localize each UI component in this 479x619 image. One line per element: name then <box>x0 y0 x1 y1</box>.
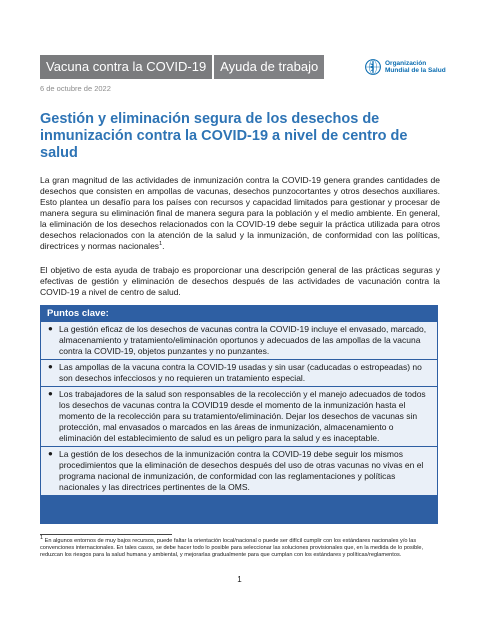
publication-date: 6 de octubre de 2022 <box>40 84 111 93</box>
key-point-text: Las ampollas de la vacuna contra la COVID-19 usadas y sin usar (caducadas o estropeadas) no son desechos infecciosos y no requieren un tratamiento especial. <box>59 362 422 383</box>
key-point-item <box>41 360 437 386</box>
footnote <box>40 535 440 559</box>
who-emblem-icon <box>364 58 382 76</box>
footnote-reference[interactable]: 1 <box>159 241 163 248</box>
footnote-text: En algunos entornos de muy bajos recursos, puede faltar la orientación local/nacional o puede ser difícil cumplir con los estándares nacionales y/o las convenciones internacionales. En tales casos, se debe hacer todo lo posible para seleccionar las soluciones provisionales que, en la medida de lo posible, reduzcan los riesgos para la salud humana y ambiental, y mejorarlas gradualmente para que cumplan con los estándares y políticas/reglamentos. <box>40 538 424 558</box>
key-points-list <box>41 322 437 495</box>
key-points-box <box>40 305 438 524</box>
intro-paragraph-text: La gran magnitud de las actividades de inmunización contra la COVID-19 genera grandes cantidades de desechos que consisten en ampollas de vacunas, desechos punzocortantes y otros desechos auxiliares. Esto plantea un desafío para los países con recursos y capacidad limitados para gestionar y procesar de manera segura su eliminación final de manera segura para la población y el medio ambiente. En general, la eliminación de los desechos relacionados con la COVID-19 debe seguir la práctica utilizada para otros desechos relacionados con la atención de la salud y la inmunización, de conformidad con las políticas, directrices y normas nacionales <box>40 175 440 251</box>
key-point-item <box>41 447 437 495</box>
key-point-text: Los trabajadores de la salud son responsables de la recolección y el manejo adecuados de todos los desechos de vacunas contra la COVID19 desde el momento de la inmunización hasta el momento de la recolección para su tratamiento/eliminación. Dejar los desechos de vacunas sin protección, mal envasados o marcados en las áreas de inmunización, almacenamiento o eliminación del establecimiento de salud es un peligro para la salud y es inaceptable. <box>59 389 426 443</box>
who-logo <box>364 58 446 76</box>
intro-paragraph-end: . <box>162 241 165 251</box>
key-point-text: La gestión eficaz de los desechos de vacunas contra la COVID-19 incluye el envasado, marcado, almacenamiento y tratamiento/eliminación oportunos y adecuados de las ampollas de la vacuna contra la COVID-19, objetos punzantes y no punzantes. <box>59 324 427 356</box>
bullet-icon: ● <box>48 324 53 333</box>
who-wordmark-line1: Organización <box>385 60 427 67</box>
bullet-icon: ● <box>48 389 53 398</box>
who-wordmark-line2: Mundial de la Salud <box>385 67 446 74</box>
banner-subtitle: Ayuda de trabajo <box>214 55 324 79</box>
document-title: Gestión y eliminación segura de los desechos de inmunización contra la COVID-19 a nivel de centro de salud <box>40 111 408 161</box>
key-points-heading: Puntos clave: <box>47 308 109 319</box>
footnote-marker: 1 <box>40 535 44 542</box>
key-point-text: La gestión de los desechos de la inmunización contra la COVID-19 debe seguir los mismos procedimientos que la eliminación de desechos después del uso de otras vacunas no vivas en el programa nacional de inmunización, de conformidad con las reglamentaciones y políticas nacionales y las directrices pertinentes de la OMS. <box>59 449 424 492</box>
header-banner <box>40 55 324 79</box>
bullet-icon: ● <box>48 362 53 371</box>
banner-title: Vacuna contra la COVID-19 <box>40 55 212 79</box>
key-point-item <box>41 387 437 446</box>
key-point-item <box>41 322 437 359</box>
intro-paragraph <box>40 175 440 252</box>
who-wordmark <box>385 60 446 74</box>
bullet-icon: ● <box>48 449 53 458</box>
page-number: 1 <box>237 575 242 584</box>
footnote-divider <box>40 534 172 535</box>
objective-paragraph: El objetivo de esta ayuda de trabajo es proporcionar una descripción general de las prácticas seguras y efectivas de gestión y eliminación de desechos después de las actividades de vacunación contra la COVID-19 a nivel de centro de salud. <box>40 265 440 297</box>
